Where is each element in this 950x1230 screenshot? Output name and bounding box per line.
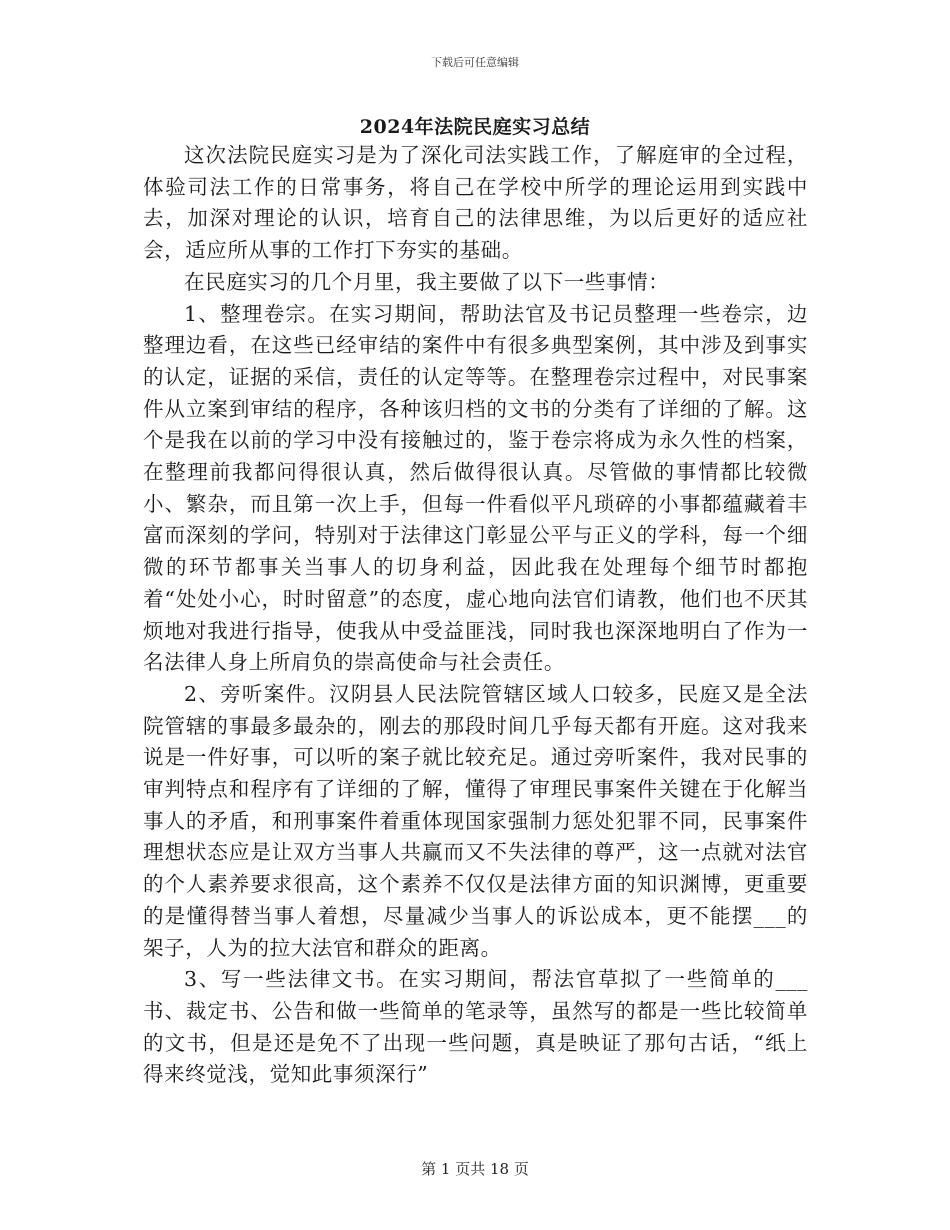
paragraph-item-1: 1、整理卷宗。在实习期间，帮助法官及书记员整理一些卷宗，边整理边看，在这些已经审结的案件中有很多典型案例，其中涉及到事实的认定，证据的采信，责任的认定等等。在整理卷宗过程中，对民事案件从立案到审结的程序，各种该归档的文书的分类有了详细的了解。这个是我在以前的学习中没有接触过的，鉴于卷宗将成为永久性的档案，在整理前我都问得很认真，然后做得很认真。尽管做的事情都比较微小、繁杂，而且第一次上手，但每一件看似平凡琐碎的小事都蕴藏着丰富而深刻的学问，特别对于法律这门彰显公平与正义的学科，每一个细微的环节都事关当事人的切身利益，因此我在处理每个细节时都抱着“处处小心，时时留意”的态度，虚心地向法官们请教，他们也不厌其烦地对我进行指导，使我从中受益匪浅，同时我也深深地明白了作为一名法律人身上所肩负的崇高使命与社会责任。: [143, 301, 808, 675]
paragraph-item-3: 3、写一些法律文书。在实习期间，帮法官草拟了一些简单的___书、裁定书、公告和做一些简单的笔录等，虽然写的都是一些比较简单的文书，但是还是免不了出现一些问题，真是映证了那句古话，“纸上得来终觉浅，觉知此事须深行”: [143, 967, 808, 1087]
document-title: 2024年法院民庭实习总结: [359, 116, 591, 138]
paragraph-intro: 这次法院民庭实习是为了深化司法实践工作，了解庭审的全过程，体验司法工作的日常事务，将自己在学校中所学的理论运用到实践中去，加深对理论的认识，培育自己的法律思维，为以后更好的适应社会，适应所从事的工作打下夯实的基础。: [143, 143, 808, 263]
paragraph-item-2: 2、旁听案件。汉阴县人民法院管辖区域人口较多，民庭又是全法院管辖的事最多最杂的，刚去的那段时间几乎每天都有开庭。这对我来说是一件好事，可以听的案子就比较充足。通过旁听案件，我对民事的审判特点和程序有了详细的了解，懂得了审理民事案件关键在于化解当事人的矛盾，和刑事案件着重体现国家强制力惩处犯罪不同，民事案件理想状态应是让双方当事人共赢而又不失法律的尊严，这一点就对法官的个人素养要求很高，这个素养不仅仅是法律方面的知识渊博，更重要的是懂得替当事人着想，尽量减少当事人的诉讼成本，更不能摆___的架子，人为的拉大法官和群众的距离。: [143, 681, 808, 960]
paragraph-overview: 在民庭实习的几个月里，我主要做了以下一些事情：: [184, 269, 670, 294]
page-footer: 第 1 页共 18 页: [421, 1160, 529, 1178]
document-body: [143, 140, 808, 1091]
header-note: 下载后可任意编辑: [431, 56, 519, 69]
